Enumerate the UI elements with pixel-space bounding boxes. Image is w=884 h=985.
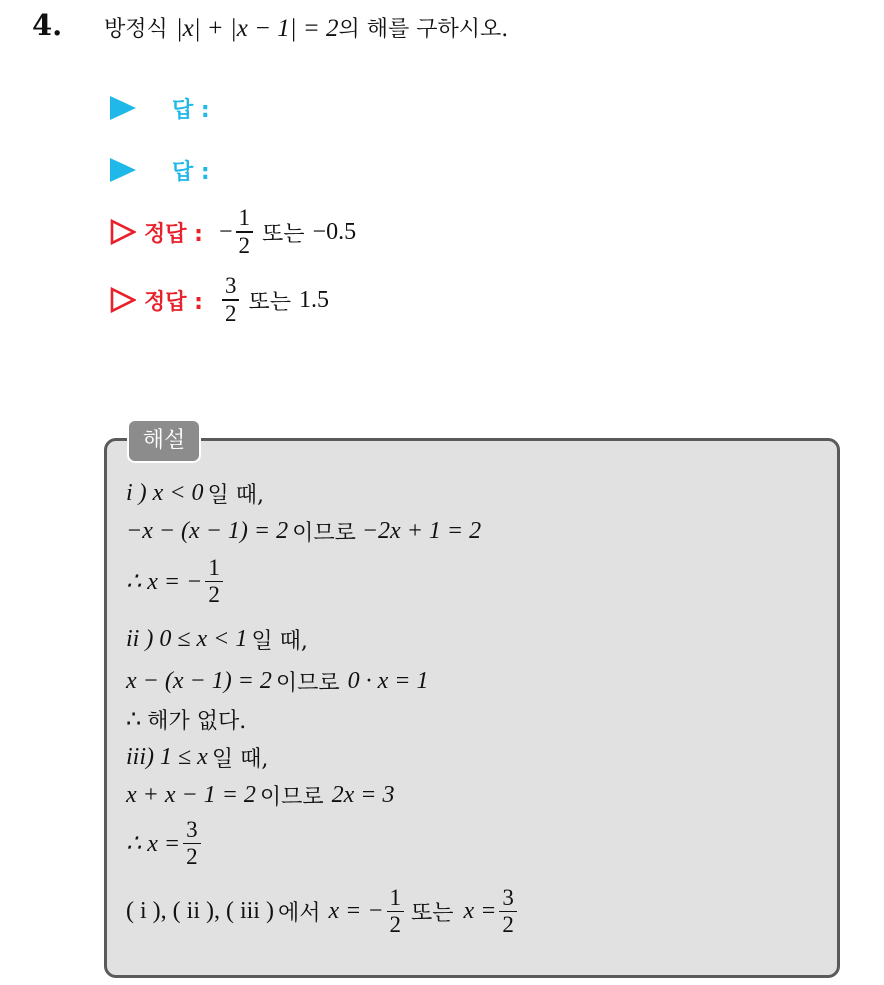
solution-fraction: [205, 556, 223, 608]
solution-text: 이므로: [259, 785, 324, 810]
solution-math: x =: [463, 898, 497, 925]
solution-line-3: [126, 556, 226, 608]
answer-label: 정답 :: [144, 221, 203, 247]
solution-math: x − (x − 1) = 2: [126, 668, 272, 694]
question-suffix: 의 해를 구하시오.: [338, 17, 509, 42]
fraction-denominator: 2: [238, 232, 251, 258]
answer-row-2: [110, 272, 329, 328]
question-number: 4.: [32, 8, 63, 42]
fraction-denominator: 2: [186, 844, 198, 870]
solution-line-9: [126, 818, 204, 870]
fraction-denominator: 2: [502, 912, 514, 938]
answer-label: 정답 :: [144, 289, 203, 315]
solution-math: x = −: [328, 898, 384, 925]
solution-text: 이므로: [292, 521, 356, 546]
fraction-denominator: 2: [208, 582, 220, 608]
answer-alt-value: 1.5: [298, 286, 329, 313]
answer-row-1: [110, 204, 356, 260]
question-text: [104, 12, 508, 43]
question-equation: |x| + |x − 1| = 2: [175, 15, 339, 42]
fraction-denominator: 2: [224, 300, 237, 326]
answer-fraction: [236, 206, 254, 258]
fraction-numerator: 3: [224, 273, 237, 299]
solution-tag: 해설: [127, 419, 201, 463]
fraction-denominator: 2: [389, 912, 402, 938]
solution-text: 일 때,: [211, 747, 269, 772]
solution-fraction: [387, 886, 405, 938]
solution-text: 해가 없다.: [147, 709, 247, 734]
solution-text: 이므로: [275, 671, 340, 696]
solution-text: 일 때,: [251, 629, 308, 654]
solution-math: ∴: [126, 707, 142, 733]
solution-math: −x − (x − 1) = 2: [126, 518, 289, 544]
solution-line-1: [126, 478, 264, 509]
outline-triangle-icon: [110, 219, 136, 245]
solution-line-10: [126, 886, 520, 938]
answer-blank-row-2: [110, 142, 210, 198]
solution-line-2: [126, 516, 481, 547]
outline-triangle-icon: [110, 287, 136, 313]
fraction-numerator: 1: [238, 205, 251, 231]
solution-line-7: [126, 742, 268, 773]
fraction-numerator: 1: [208, 555, 220, 580]
solution-math: i ) x < 0: [126, 480, 204, 506]
answer-blank-label: 답 :: [172, 97, 210, 123]
fraction-numerator: 3: [186, 817, 198, 842]
play-triangle-icon: [110, 96, 136, 120]
solution-math: ∴ x =: [126, 831, 181, 858]
solution-math: ii ) 0 ≤ x < 1: [126, 626, 248, 652]
answer-fraction: [222, 274, 240, 326]
solution-line-6: [126, 704, 246, 735]
solution-fraction: [183, 818, 201, 870]
solution-fraction: [499, 886, 517, 938]
solution-text: 일 때,: [207, 483, 265, 508]
answer-connector: 또는: [248, 289, 291, 315]
answer-blank-row-1: [110, 80, 210, 136]
solution-line-5: [126, 666, 429, 697]
solution-math: ( i ), ( ii ), ( iii ): [126, 898, 274, 925]
solution-text: 에서: [277, 901, 321, 927]
answer-sign: −: [218, 218, 233, 245]
solution-line-8: [126, 780, 395, 811]
answer-alt-value: −0.5: [312, 218, 357, 245]
solution-math: ∴ x = −: [126, 569, 203, 596]
fraction-numerator: 3: [502, 885, 514, 910]
fraction-numerator: 1: [389, 885, 402, 910]
solution-math: −2x + 1 = 2: [361, 518, 482, 544]
solution-text: 또는: [411, 901, 454, 927]
solution-math: x + x − 1 = 2: [126, 782, 256, 808]
question-prefix: 방정식: [104, 17, 168, 42]
solution-math: 2x = 3: [331, 782, 395, 808]
answer-blank-label: 답 :: [172, 159, 210, 185]
solution-math: 0 · x = 1: [347, 668, 429, 694]
answer-connector: 또는: [262, 221, 305, 247]
solution-line-4: [126, 624, 308, 655]
solution-math: iii) 1 ≤ x: [126, 744, 208, 770]
play-triangle-icon: [110, 158, 136, 182]
